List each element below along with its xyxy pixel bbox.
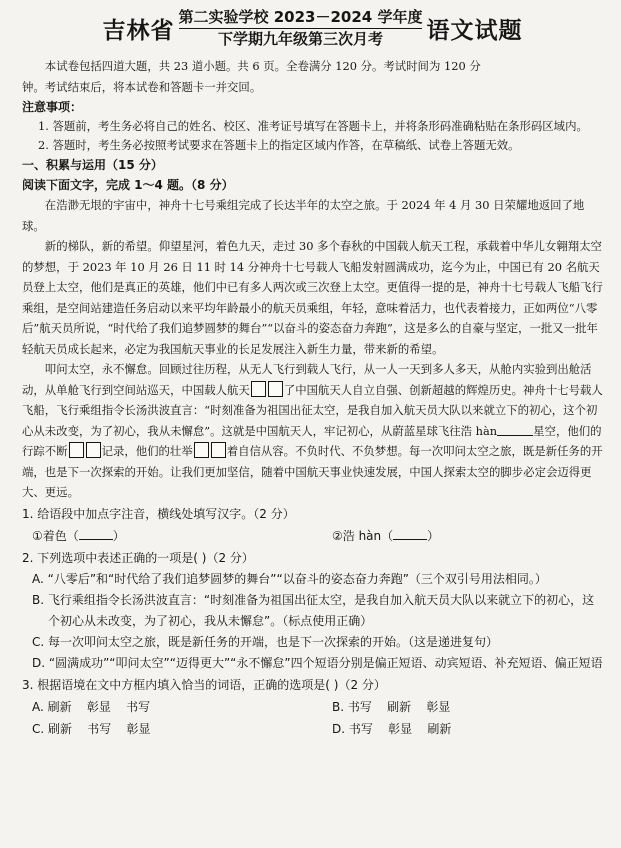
- answer-blank-a[interactable]: [79, 527, 113, 540]
- intro-line-2: 钟。考试结束后，将本试卷和答题卡一并交回。: [22, 79, 262, 94]
- question-1-part-b: ②浩 hàn（ ）: [332, 528, 440, 543]
- question-3-options-row-1: [22, 696, 603, 718]
- answer-box-2[interactable]: [268, 381, 283, 397]
- question-3-option-c: C. 刷新 书写 彰显: [32, 721, 151, 736]
- intro-line-1: 本试卷包括四道大题，共 23 道小题。共 6 页。全卷满分 120 分。考试时间为 120 分: [44, 59, 481, 73]
- question-1-part-a: ①着色（ ）: [32, 528, 125, 543]
- notice-item-1: 1. 答题前，考生务必将自己的姓名、校区、准考证号填写在答题卡上，并将条形码准确粘贴在条形码区域内。: [38, 119, 588, 133]
- answer-box-6[interactable]: [211, 442, 226, 458]
- passage-p3-part-e: 着自信从容。不负时代、不负梦想。每一次叩问太空之旅，既是新任务的开端，也是下一次探索的开始。让我们更加坚信，随着中国航天事业快速发展，中国人探索太空的脚步必定会迈得更大、更远。: [22, 444, 603, 499]
- answer-box-1[interactable]: [251, 381, 266, 397]
- answer-box-4[interactable]: [86, 442, 101, 458]
- province-title: 吉林省: [102, 17, 175, 44]
- question-3-stem: 3. 根据语境在文中方框内填入恰当的词语，正确的选项是( )（2 分）: [22, 677, 386, 692]
- school-title: 第二实验学校 2023－2024 学年度: [178, 7, 423, 26]
- fill-blank-line[interactable]: [497, 423, 533, 436]
- answer-box-5[interactable]: [194, 442, 209, 458]
- subject-title: 语文试题: [426, 17, 523, 44]
- title-divider: [179, 28, 423, 29]
- question-2-option-a: A. “八零后”和“时代给了我们追梦圆梦的舞台”“以奋斗的姿态奋力奔跑”（三个双引号用法相同。）: [32, 571, 547, 586]
- question-2-option-c: C. 每一次叩问太空之旅，既是新任务的开端，也是下一次探索的开始。（这是递进复句）: [32, 634, 499, 649]
- passage-paragraph-1: 在浩渺无垠的宇宙中，神舟十七号乘组完成了长达半年的太空之旅。于 2024 年 4 月 30 日荣耀地返回了地球。: [22, 198, 585, 233]
- question-3-options-row-2: [22, 718, 603, 740]
- reading-instruction: 阅读下面文字，完成 1～4 题。（8 分）: [22, 178, 234, 192]
- notice-item-2: 2. 答题时，考生务必按照考试要求在答题卡上的指定区域内作答，在草稿纸、试卷上答题无效。: [38, 138, 520, 152]
- question-3-option-d: D. 书写 彰显 刷新: [332, 721, 452, 736]
- exam-header: [22, 0, 603, 56]
- question-3-option-b: B. 书写 刷新 彰显: [332, 699, 451, 714]
- passage-p3-part-c: 星空，他们的行踪不断: [22, 423, 602, 458]
- question-2-stem: 2. 下列选项中表述正确的一项是( )（2 分）: [22, 550, 254, 565]
- passage-paragraph-2: 新的梯队，新的希望。仰望星河，着色九天，走过 30 多个春秋的中国载人航天工程，承载着中华儿女翱翔太空的梦想，于 2023 年 10 月 26 日 11 时 14 分神舟十七号载人飞船发射圆满成功，迄今为止，中国已有 20 名航天员登上太空，他们是真正的英雄，他们中已有多人两次或三次登上太空。更值得一提的是，神舟十七号载人飞船飞行乘组，是空间站建造任务启动以来平均年龄最小的航天员乘组，年轻，意味着活力，也代表着接力，正如两位“八零后”航天员所说，“时代给了我们追梦圆梦的舞台”“以奋斗的姿态奋力奔跑”，这是多么的自豪与坚定，一批又一批年轻航天员成长起来，必定为我国航天事业的长足发展注入新生力量，带来新的希望。: [22, 239, 603, 356]
- passage-p3-part-a: 叩问太空，永不懈怠。回顾过往历程，从无人飞行到载人飞行，从一人一天到多人多天，从舱内实验到出舱活动，从单舱飞行到空间站巡天，中国载人航天: [22, 362, 592, 397]
- school-term-block: [179, 8, 423, 49]
- question-2-option-d: D. “圆满成功”“叩问太空”“迈得更大”“永不懈怠”四个短语分别是偏正短语、动宾短语、补充短语、偏正短语: [32, 655, 603, 670]
- question-2-option-b: B. 飞行乘组指令长汤洪波直言：“时刻准备为祖国出征太空，是我自加入航天员大队以来就立下的初心，这个初心从未改变，为了初心，我从未懈怠”。（标点使用正确）: [32, 592, 595, 628]
- answer-box-3[interactable]: [69, 442, 84, 458]
- term-title: 下学期九年级第三次月考: [217, 29, 383, 48]
- notice-title: 注意事项：: [22, 100, 83, 114]
- question-3-option-a: A. 刷新 彰显 书写: [32, 699, 151, 714]
- section-title: 一、积累与运用（15 分）: [22, 158, 163, 172]
- question-1-answers: [22, 525, 603, 547]
- passage-paragraph-3: [22, 359, 603, 503]
- answer-blank-b[interactable]: [393, 527, 427, 540]
- question-1-stem: 1. 给语段中加点字注音，横线处填写汉字。（2 分）: [22, 506, 295, 521]
- passage-p3-part-b: 了中国航天人自立自强、创新超越的辉煌历史。神舟十七号载人飞船，飞行乘组指令长汤洪波直言：“时刻准备为祖国出征太空，是我自加入航天员大队以来就立下的初心，这个初心从未改变，为了初心，我从未懈怠”。这就是中国航天人，牢记初心，从蔚蓝星球飞往浩 hàn: [22, 382, 603, 438]
- passage-p3-part-d: 记录，他们的壮举: [101, 444, 193, 458]
